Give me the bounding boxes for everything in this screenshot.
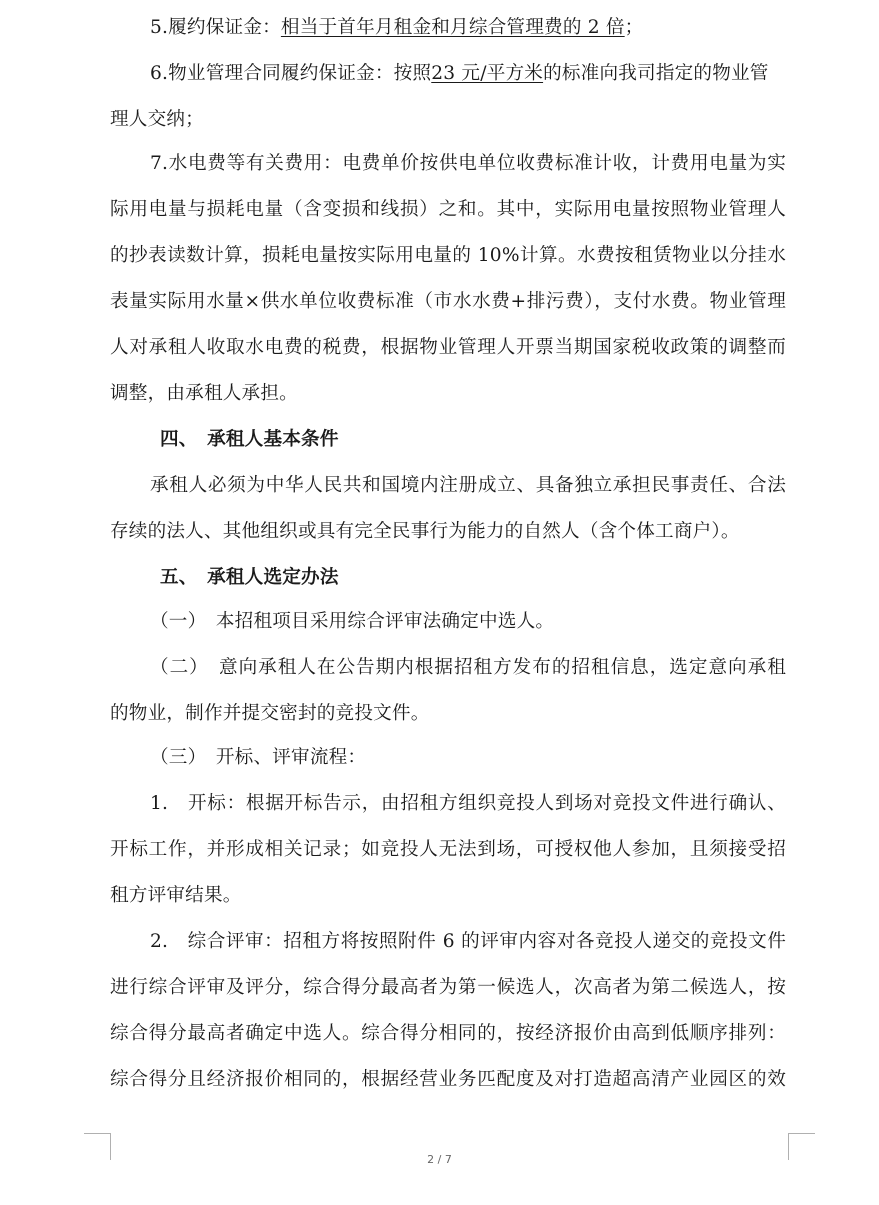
paragraph-line: 1. 开标：根据开标告示，由招租方组织竞投人到场对竞投文件进行确认、 <box>150 793 786 814</box>
paragraph-line <box>150 16 786 40</box>
paragraph-line: （二） 意向承租人在公告期内根据招租方发布的招租信息，选定意向承租 <box>150 657 786 678</box>
paragraph-line: 存续的法人、其他组织或具有完全民事行为能力的自然人（含个体工商户）。 <box>110 521 740 542</box>
paragraph-line: 人对承租人收取水电费的税费，根据物业管理人开票当期国家税收政策的调整而 <box>110 337 786 358</box>
paragraph-line: 调整，由承租人承担。 <box>110 383 298 404</box>
underlined-text: 23 元/平方米 <box>431 63 544 84</box>
paragraph-line: 表量实际用水量×供水单位收费标准（市水水费+排污费），支付水费。物业管理 <box>110 291 786 312</box>
paragraph-line: 承租人必须为中华人民共和国境内注册成立、具备独立承担民事责任、合法 <box>150 475 786 496</box>
paragraph-line: 的抄表读数计算，损耗电量按实际用电量的 10%计算。水费按租赁物业以分挂水 <box>110 245 786 266</box>
paragraph-line: 租方评审结果。 <box>110 885 242 906</box>
paragraph-line: 的物业，制作并提交密封的竞投文件。 <box>110 703 430 724</box>
paragraph-line: 2. 综合评审：招租方将按照附件 6 的评审内容对各竞投人递交的竞投文件 <box>150 931 786 952</box>
paragraph-line: 综合得分且经济报价相同的，根据经营业务匹配度及对打造超高清产业园区的效 <box>110 1069 786 1090</box>
section-heading: 四、 承租人基本条件 <box>160 429 339 450</box>
page-number: 2 / 7 <box>427 1153 452 1166</box>
paragraph-line: 开标工作，并形成相关记录；如竞投人无法到场，可授权他人参加，且须接受招 <box>110 839 786 860</box>
paragraph-line: （一） 本招租项目采用综合评审法确定中选人。 <box>150 611 555 632</box>
text-span: ； <box>624 17 644 38</box>
paragraph-line: 7.水电费等有关费用：电费单价按供电单位收费标准计收，计费用电量为实 <box>150 153 786 174</box>
section-heading: 五、 承租人选定办法 <box>160 567 339 588</box>
paragraph-line: 际用电量与损耗电量（含变损和线损）之和。其中，实际用电量按照物业管理人 <box>110 199 786 220</box>
underlined-text: 相当于首年月租金和月综合管理费的 2 倍 <box>280 17 625 38</box>
text-span: 6.物业管理合同履约保证金：按照 <box>150 63 432 84</box>
paragraph-line: 综合得分最高者确定中选人。综合得分相同的，按经济报价由高到低顺序排列： <box>110 1023 786 1044</box>
paragraph-line: 进行综合评审及评分，综合得分最高者为第一候选人，次高者为第二候选人，按 <box>110 977 786 998</box>
paragraph-line: 理人交纳； <box>110 109 204 130</box>
text-span: 5.履约保证金： <box>150 17 281 38</box>
paragraph-line <box>150 62 786 86</box>
paragraph-line: （三） 开标、评审流程： <box>150 747 367 768</box>
text-span: 的标准向我司指定的物业管 <box>543 63 769 84</box>
